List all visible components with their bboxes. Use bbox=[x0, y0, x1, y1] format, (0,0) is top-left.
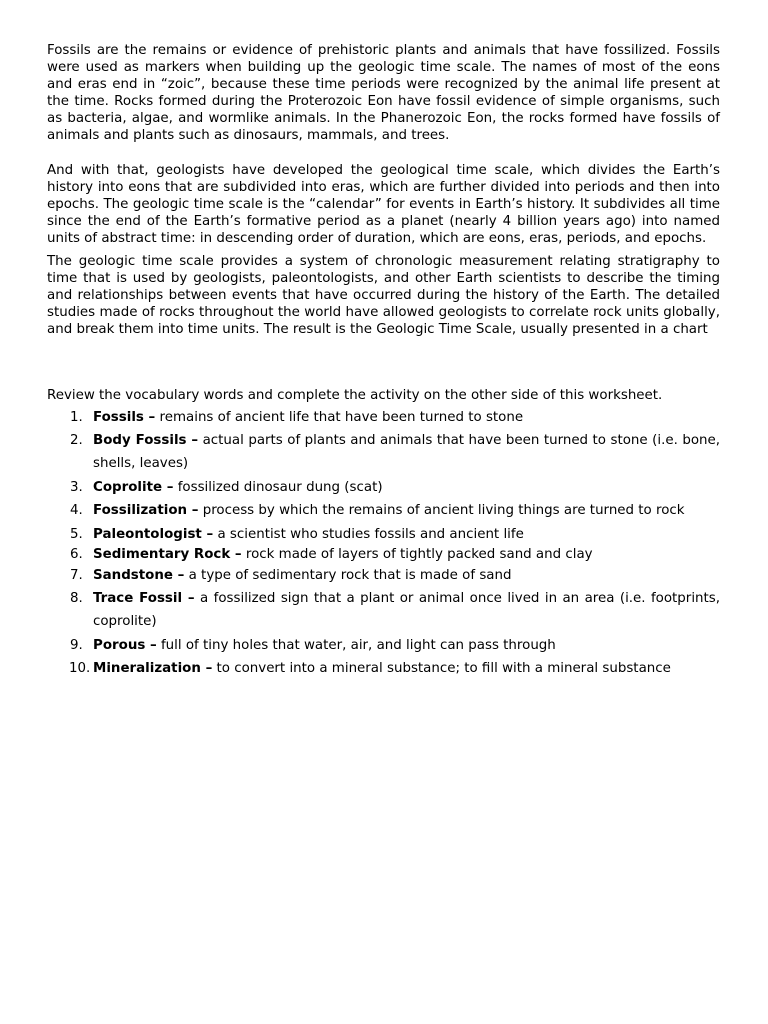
vocab-number: 5. bbox=[70, 526, 83, 542]
vocab-item-fossils bbox=[47, 406, 720, 429]
vocab-item-body-fossils bbox=[47, 429, 720, 476]
vocab-number: 3. bbox=[70, 479, 83, 495]
vocab-number: 4. bbox=[70, 503, 83, 519]
vocab-term: Coprolite – bbox=[93, 479, 174, 495]
vocab-item-paleontologist bbox=[47, 523, 720, 546]
paragraph-fossils-intro: Fossils are the remains or evidence of prehistoric plants and animals that have fossilized. Fossils were used as markers when building up the geologic time scale. The names of most of the eons and eras end in “zoic”, because these time periods were recognized by the animal life present at the time. Rocks formed during the Proterozoic Eon have fossil evidence of simple organisms, such as bacteria, algae, and wormlike animals. In the Phanerozoic Eon, the rocks formed have fossils of animals and plants such as dinosaurs, mammals, and trees. bbox=[47, 43, 720, 144]
vocabulary-instructions: Review the vocabulary words and complete the activity on the other side of this worksheet. bbox=[47, 387, 663, 403]
vocab-definition: process by which the remains of ancient living things are turned to rock bbox=[198, 503, 685, 519]
vocab-definition: actual parts of plants and animals that have been turned to stone (i.e. bone, shells, leaves) bbox=[93, 433, 720, 472]
vocab-number: 2. bbox=[70, 433, 83, 448]
vocab-term: Porous – bbox=[93, 637, 157, 653]
vocab-definition: a scientist who studies fossils and ancient life bbox=[213, 526, 524, 542]
vocab-item-coprolite bbox=[47, 476, 720, 499]
vocab-definition: a type of sedimentary rock that is made of sand bbox=[184, 567, 512, 583]
vocab-number: 10. bbox=[69, 661, 91, 677]
vocab-term: Fossils – bbox=[93, 409, 156, 425]
vocab-item-sandstone bbox=[47, 564, 720, 587]
vocab-number: 1. bbox=[70, 409, 83, 425]
vocab-item-sedimentary-rock bbox=[47, 546, 720, 564]
vocab-item-fossilization bbox=[47, 499, 720, 522]
paragraph-chronologic-measurement: The geologic time scale provides a system of chronologic measurement relating stratigraphy to time that is used by geologists, paleontologists, and other Earth scientists to describe the timing and relationships between events that have occurred during the history of the Earth. The detailed studies made of rocks throughout the world have allowed geologists to correlate rock units globally, and break them into time units. The result is the Geologic Time Scale, usually presented in a chart bbox=[47, 254, 720, 338]
worksheet-page bbox=[47, 42, 720, 681]
vocab-number: 6. bbox=[70, 547, 83, 563]
vocab-number: 8. bbox=[70, 590, 83, 606]
vocab-item-mineralization bbox=[47, 657, 720, 680]
paragraph-geologic-time-scale: And with that, geologists have developed the geological time scale, which divides the Earth’s history into eons that are subdivided into eras, which are further divided into periods and then into epochs. The geologic time scale is the “calendar” for events in Earth’s history. It subdivides all time since the end of the Earth’s formative period as a planet (nearly 4 billion years ago) into named units of abstract time: in descending order of duration, which are eons, eras, periods, and epochs. bbox=[47, 162, 720, 246]
vocab-term: Fossilization – bbox=[93, 503, 199, 519]
vocab-definition: a fossilized sign that a plant or animal once lived in an area (i.e. footprints, coprolite) bbox=[93, 590, 721, 630]
vocab-term: Trace Fossil – bbox=[93, 590, 195, 606]
vocab-term: Sandstone – bbox=[93, 567, 185, 583]
vocab-definition: full of tiny holes that water, air, and light can pass through bbox=[156, 637, 556, 653]
vocab-definition: fossilized dinosaur dung (scat) bbox=[173, 479, 383, 495]
vocab-item-trace-fossil bbox=[47, 587, 720, 634]
vocabulary-list bbox=[47, 406, 720, 681]
vocab-number: 7. bbox=[70, 567, 83, 583]
vocab-item-porous bbox=[47, 634, 720, 657]
vocab-definition: rock made of layers of tightly packed sand and clay bbox=[241, 547, 593, 563]
vocab-term: Sedimentary Rock – bbox=[93, 547, 242, 563]
vocab-definition: to convert into a mineral substance; to fill with a mineral substance bbox=[212, 661, 671, 677]
vocab-term: Body Fossils – bbox=[93, 433, 199, 448]
vocab-number: 9. bbox=[70, 637, 83, 653]
vocab-definition: remains of ancient life that have been turned to stone bbox=[155, 409, 524, 425]
vocab-term: Paleontologist – bbox=[93, 526, 214, 542]
vocab-term: Mineralization – bbox=[93, 661, 213, 677]
